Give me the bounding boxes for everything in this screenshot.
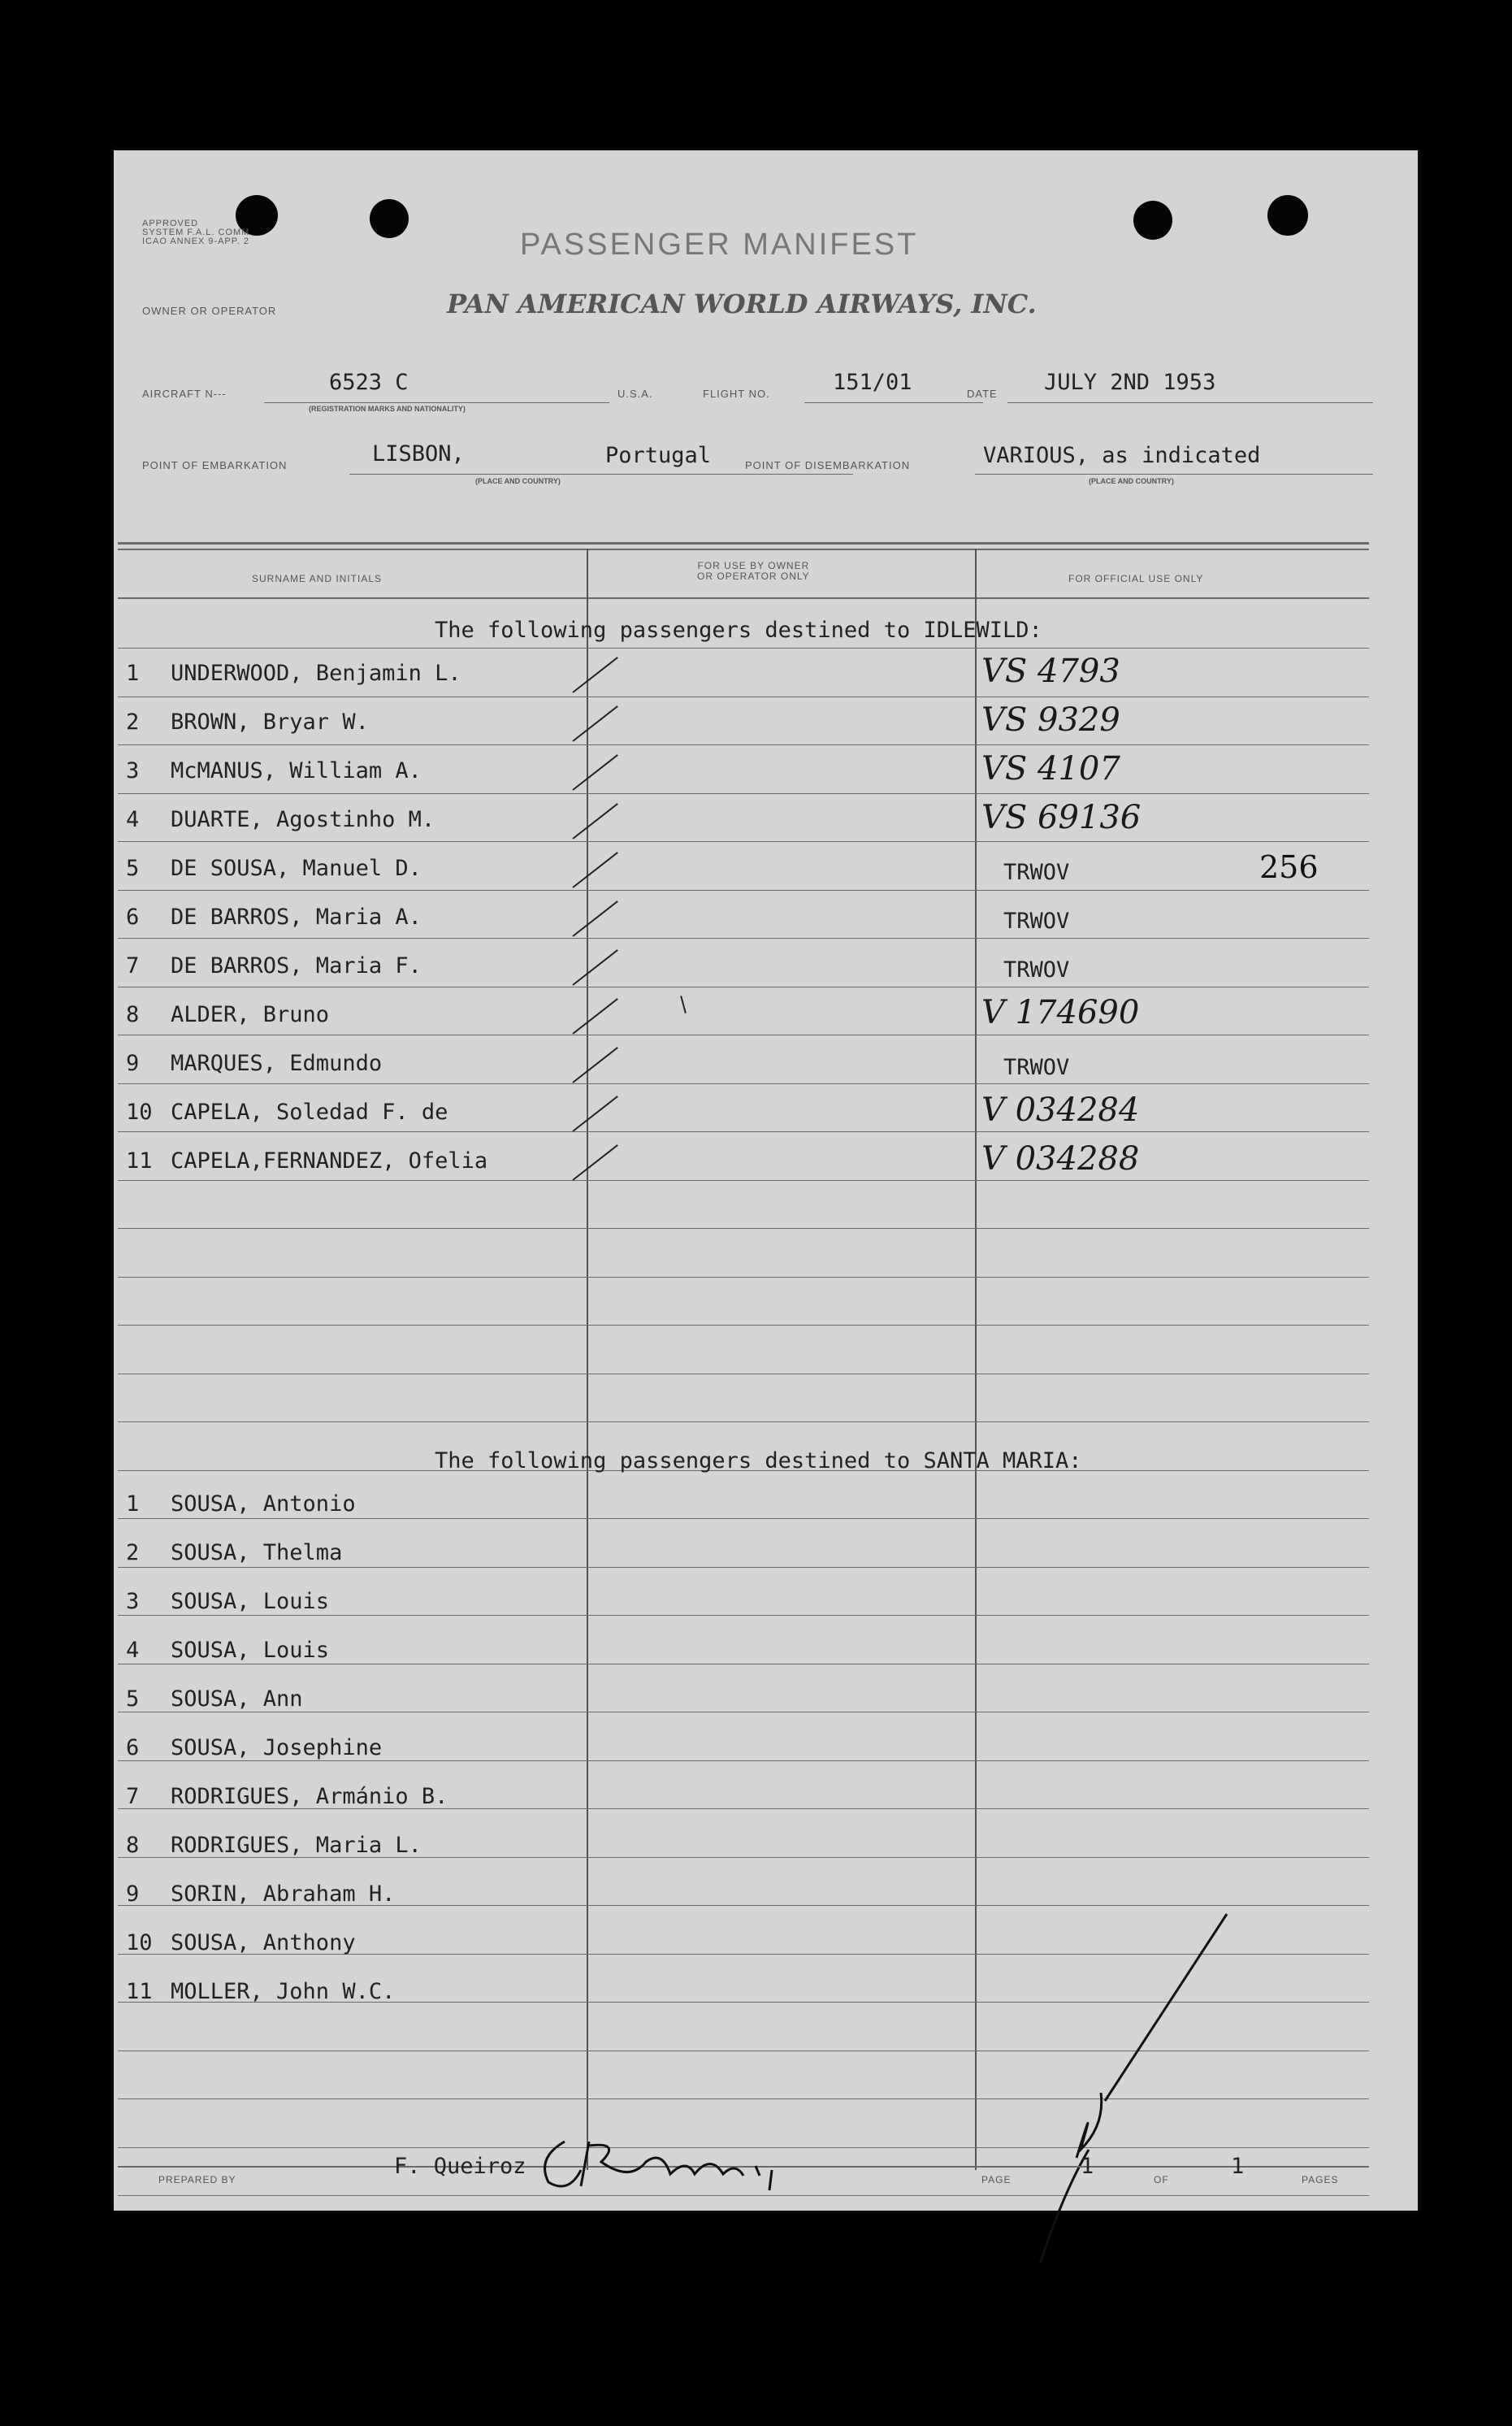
passenger-name: DUARTE, Agostinho M. — [171, 807, 435, 832]
passenger-name: CAPELA,FERNANDEZ, Ofelia — [171, 1148, 488, 1174]
check-mark — [572, 998, 617, 1035]
row-rule — [118, 1567, 1369, 1568]
official-entry: TRWOV — [1003, 957, 1070, 983]
row-rule — [118, 648, 1369, 649]
official-entry: V 034288 — [981, 1140, 1140, 1178]
date-label: DATE — [967, 388, 998, 400]
of-value: 1 — [1231, 2154, 1245, 2179]
section2-heading: The following passengers destined to SANTA MARIA: — [435, 1448, 1082, 1473]
header-bottom-rule — [118, 597, 1369, 599]
passenger-name: SOUSA, Thelma — [171, 1540, 343, 1565]
disembark-value: VARIOUS, as indicated — [983, 443, 1261, 468]
disembark-place-caption: (PLACE AND COUNTRY) — [1089, 477, 1174, 485]
embark-place-caption: (PLACE AND COUNTRY) — [475, 477, 561, 485]
row-number: 4 — [126, 1638, 140, 1663]
row-number: 11 — [126, 1979, 153, 2004]
passenger-name: SOUSA, Ann — [171, 1686, 303, 1712]
row-number: 8 — [126, 1833, 140, 1858]
row-number: 8 — [126, 1002, 140, 1027]
aircraft-underline — [264, 402, 609, 403]
passenger-name: MOLLER, John W.C. — [171, 1979, 396, 2004]
row-number: 7 — [126, 953, 140, 979]
section1-heading: The following passengers destined to IDLEWILD: — [435, 618, 1042, 643]
row-number: 5 — [126, 1686, 140, 1712]
official-entry: VS 4107 — [981, 750, 1120, 788]
col-surname-header: SURNAME AND INITIALS — [252, 573, 383, 584]
embark-underline — [349, 474, 853, 475]
approved-note — [142, 219, 253, 246]
owner-label: OWNER OR OPERATOR — [142, 305, 277, 317]
prepared-value: F. Queiroz — [394, 2154, 526, 2179]
check-mark — [572, 901, 617, 937]
prepared-label: PREPARED BY — [158, 2174, 236, 2185]
row-rule — [118, 1131, 1369, 1132]
usa-label: U.S.A. — [617, 388, 653, 400]
row-rule — [118, 890, 1369, 891]
passenger-name: SOUSA, Louis — [171, 1589, 330, 1614]
check-mark — [572, 949, 617, 986]
row-number: 1 — [126, 1491, 140, 1517]
embark-city: LISBON, — [372, 441, 465, 467]
page-label: PAGE — [981, 2174, 1012, 2185]
row-rule — [118, 841, 1369, 842]
of-label: OF — [1154, 2174, 1169, 2185]
check-mark — [572, 754, 617, 791]
check-mark — [572, 1047, 617, 1083]
table-top-rule — [118, 542, 1369, 545]
passenger-name: DE BARROS, Maria F. — [171, 953, 422, 979]
row-rule — [118, 1325, 1369, 1326]
approved-line: APPROVED — [142, 219, 199, 228]
passenger-name: MARQUES, Edmundo — [171, 1051, 383, 1076]
row-rule — [118, 1615, 1369, 1616]
row-number: 6 — [126, 1735, 140, 1760]
column-divider — [975, 549, 977, 2170]
official-entry: V 174690 — [981, 994, 1140, 1031]
flight-label: FLIGHT NO. — [703, 388, 770, 400]
row-number: 2 — [126, 1540, 140, 1565]
row-number: 10 — [126, 1930, 153, 1955]
official-entry: V 034284 — [981, 1091, 1140, 1129]
row-rule — [118, 744, 1369, 745]
pages-label: PAGES — [1302, 2174, 1339, 2185]
official-entry: TRWOV — [1003, 1055, 1070, 1080]
flight-value: 151/01 — [833, 370, 912, 395]
manifest-sheet — [114, 150, 1418, 2211]
owner-name: PAN AMERICAN WORLD AIRWAYS, INC. — [447, 289, 1037, 319]
row-number: 11 — [126, 1148, 153, 1174]
punch-hole — [1133, 201, 1172, 240]
row-number: 2 — [126, 710, 140, 735]
official-entry: VS 69136 — [981, 799, 1142, 836]
approved-line: ICAO ANNEX 9-APP. 2 — [142, 237, 249, 246]
passenger-name: CAPELA, Soledad F. de — [171, 1100, 448, 1125]
row-number: 9 — [126, 1881, 140, 1907]
official-entry: VS 4793 — [981, 653, 1120, 690]
row-number: 1 — [126, 661, 140, 686]
row-number: 4 — [126, 807, 140, 832]
row-rule — [118, 938, 1369, 939]
aircraft-value: 6523 C — [329, 370, 409, 395]
row-number: 6 — [126, 905, 140, 930]
embark-country: Portugal — [605, 443, 712, 468]
passenger-name: RODRIGUES, Armánio B. — [171, 1784, 448, 1809]
passenger-name: UNDERWOOD, Benjamin L. — [171, 661, 461, 686]
column-divider — [587, 549, 588, 2170]
row-number: 5 — [126, 856, 140, 881]
passenger-name: DE SOUSA, Manuel D. — [171, 856, 422, 881]
check-mark — [572, 803, 617, 840]
row-rule — [118, 1180, 1369, 1181]
passenger-name: BROWN, Bryar W. — [171, 710, 369, 735]
passenger-name: ALDER, Bruno — [171, 1002, 330, 1027]
disembark-underline — [975, 474, 1373, 475]
check-mark — [572, 852, 617, 888]
row-rule — [118, 1277, 1369, 1278]
row-rule — [118, 793, 1369, 794]
passenger-name: McMANUS, William A. — [171, 758, 422, 783]
date-underline — [1007, 402, 1373, 403]
table-top-rule — [118, 549, 1369, 550]
row-rule — [118, 1421, 1369, 1422]
preparer-signature — [532, 2125, 808, 2198]
official-entry: TRWOV — [1003, 860, 1070, 885]
date-value: JULY 2ND 1953 — [1044, 370, 1216, 395]
row-number: 3 — [126, 758, 140, 783]
row-rule — [118, 1083, 1369, 1084]
passenger-name: SOUSA, Anthony — [171, 1930, 356, 1955]
check-mark — [572, 657, 617, 693]
passenger-name: SOUSA, Josephine — [171, 1735, 383, 1760]
punch-hole — [370, 199, 409, 238]
official-entry: TRWOV — [1003, 909, 1070, 934]
handwritten-initials-mark — [1032, 1881, 1276, 2272]
registration-caption: (REGISTRATION MARKS AND NATIONALITY) — [309, 405, 466, 413]
embark-label: POINT OF EMBARKATION — [142, 459, 288, 471]
check-mark — [572, 1144, 617, 1181]
check-mark — [572, 1096, 617, 1132]
owner-tick-mark — [680, 996, 687, 1013]
passenger-name: DE BARROS, Maria A. — [171, 905, 422, 930]
row-number: 7 — [126, 1784, 140, 1809]
approved-line: SYSTEM F.A.L. COMM. — [142, 228, 253, 237]
passenger-name: SOUSA, Antonio — [171, 1491, 356, 1517]
row-rule — [118, 1228, 1369, 1229]
aircraft-label: AIRCRAFT N--- — [142, 388, 227, 400]
check-mark — [572, 705, 617, 742]
row-number: 10 — [126, 1100, 153, 1125]
row-number: 9 — [126, 1051, 140, 1076]
official-entry: VS 9329 — [981, 701, 1120, 739]
page-value: 1 — [1081, 2154, 1094, 2179]
punch-hole — [1267, 195, 1308, 236]
passenger-name: SORIN, Abraham H. — [171, 1881, 396, 1907]
col-owner-header: FOR USE BY OWNER OR OPERATOR ONLY — [697, 560, 810, 582]
handwritten-note-256: 256 — [1259, 849, 1319, 885]
passenger-name: RODRIGUES, Maria L. — [171, 1833, 422, 1858]
form-title: PASSENGER MANIFEST — [520, 228, 919, 262]
row-number: 3 — [126, 1589, 140, 1614]
passenger-name: SOUSA, Louis — [171, 1638, 330, 1663]
disembark-label: POINT OF DISEMBARKATION — [745, 459, 911, 471]
col-official-header: FOR OFFICIAL USE ONLY — [1068, 573, 1204, 584]
row-rule — [118, 1518, 1369, 1519]
flight-underline — [804, 402, 983, 403]
